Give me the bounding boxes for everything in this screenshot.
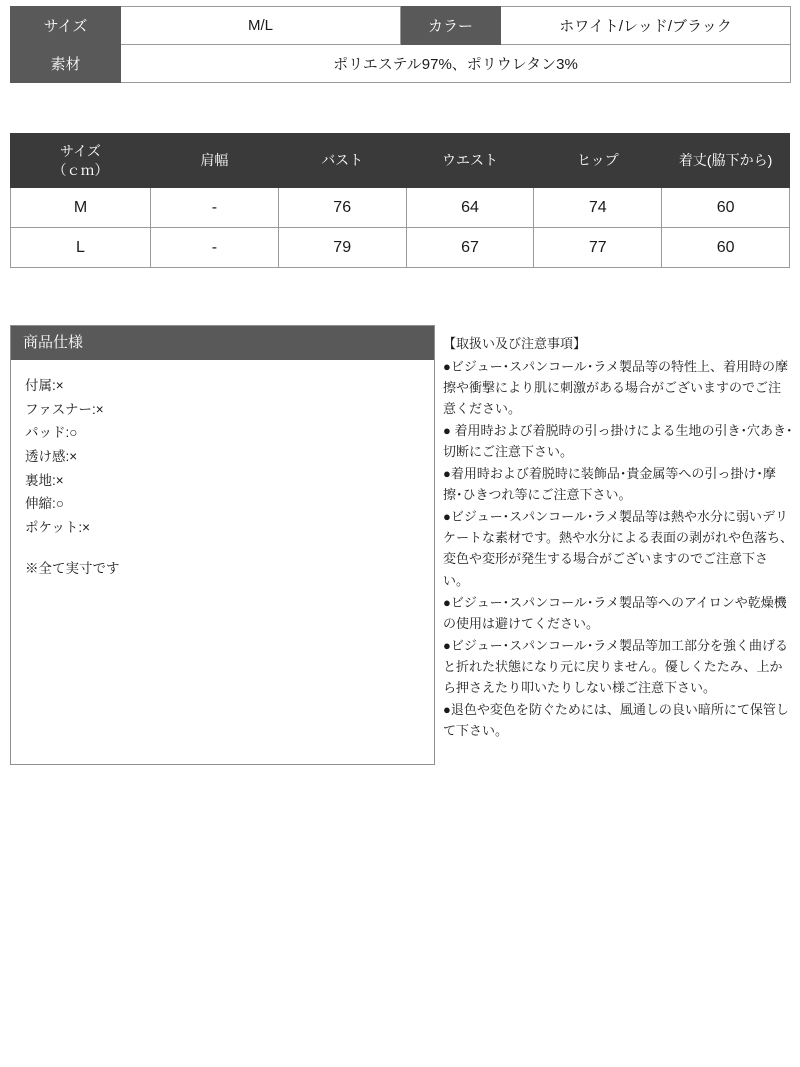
cell-shoulder-l: - [151, 228, 279, 268]
col-header-hip: ヒップ [534, 134, 662, 188]
col-header-shoulder: 肩幅 [151, 134, 279, 188]
product-spec-heading: 商品仕様 [11, 326, 434, 360]
handling-note-item: ●ビジュー･スパンコール･ラメ製品等の特性上、着用時の摩擦や衝撃により肌に刺激がある場合がございますのでご注意ください。 [443, 359, 788, 417]
spec-label-size: サイズ [11, 7, 121, 45]
product-spec-panel [10, 325, 435, 765]
col-header-size-line2: （ｃｍ） [52, 161, 109, 178]
table-row [11, 228, 790, 268]
handling-notes-title: 【取扱い及び注意事項】 [443, 336, 587, 351]
cell-waist-l: 67 [406, 228, 534, 268]
handling-note-item: ●ビジュー･スパンコール･ラメ製品等は熱や水分に弱いデリケートな素材です。熱や水分による表面の剥がれや色落ち、変色や変形が発生する場合がございますのでご注意下さい。 [443, 509, 793, 588]
spec-value-material: ポリエステル97%、ポリウレタン3% [121, 45, 791, 83]
table-header-row [11, 134, 790, 188]
col-header-size [11, 134, 151, 188]
list-item: ポケット:× [25, 519, 90, 535]
spec-value-size: M/L [121, 7, 401, 45]
cell-waist-m: 64 [406, 188, 534, 228]
spec-label-material: 素材 [11, 45, 121, 83]
list-item: 付属:× [25, 378, 64, 393]
table-row [11, 188, 790, 228]
spec-label-color: カラー [401, 7, 501, 45]
handling-note-item: ●着用時および着脱時に装飾品･貴金属等への引っ掛け･摩擦･ひきつれ等にご注意下さい。 [443, 466, 776, 503]
spec-value-color: ホワイト/レッド/ブラック [501, 7, 791, 45]
handling-note-item: ●退色や変色を防ぐためには、風通しの良い暗所にて保管して下さい。 [443, 701, 789, 738]
col-header-size-line1: サイズ [60, 142, 101, 159]
cell-length-m: 60 [662, 188, 790, 228]
product-spec-note: ※全て実寸です [25, 561, 120, 577]
cell-bust-m: 76 [278, 188, 406, 228]
product-spec-list [11, 360, 434, 581]
col-header-waist: ウエスト [406, 134, 534, 188]
cell-size-m: M [11, 188, 151, 228]
cell-hip-l: 77 [534, 228, 662, 268]
measurement-table [10, 133, 790, 268]
handling-notes-panel [443, 333, 793, 742]
handling-note-item: ● 着用時および着脱時の引っ掛けによる生地の引き･穴あき･切断にご注意下さい。 [443, 423, 793, 460]
list-item: 裏地:× [25, 472, 64, 488]
table-row [11, 45, 791, 83]
cell-shoulder-m: - [151, 188, 279, 228]
list-item: パッド:○ [25, 425, 78, 441]
col-header-bust: バスト [278, 134, 406, 188]
cell-size-l: L [11, 228, 151, 268]
handling-note-item: ●ビジュー･スパンコール･ラメ製品等へのアイロンや乾燥機の使用は避けてください。 [443, 594, 787, 631]
spec-table [10, 6, 791, 83]
cell-length-l: 60 [662, 228, 790, 268]
cell-hip-m: 74 [534, 188, 662, 228]
handling-note-item: ●ビジュー･スパンコール･ラメ製品等加工部分を強く曲げると折れた状態になり元に戻りません。優しくたたみ、上から押さえたり叩いたりしない様ご注意下さい。 [443, 637, 788, 695]
table-row [11, 7, 791, 45]
list-item: 透け感:× [25, 448, 78, 464]
list-item: ファスナー:× [25, 401, 104, 417]
list-item: 伸縮:○ [25, 496, 64, 512]
col-header-length: 着丈(脇下から) [662, 134, 790, 188]
cell-bust-l: 79 [278, 228, 406, 268]
